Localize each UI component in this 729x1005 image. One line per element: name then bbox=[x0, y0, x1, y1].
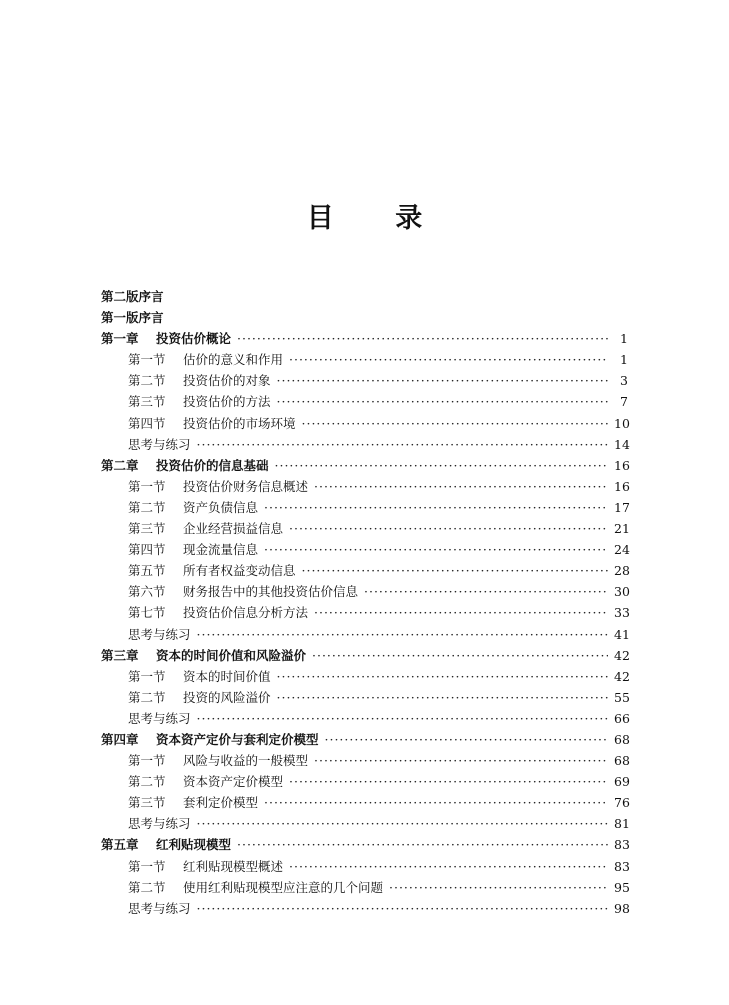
toc-page-number: 42 bbox=[614, 647, 630, 663]
toc-page-number: 28 bbox=[614, 563, 630, 579]
toc-page-number: 76 bbox=[614, 795, 630, 811]
toc-entry-title: 投资的风险溢价 bbox=[183, 689, 271, 705]
toc-chapter-entry[interactable] bbox=[101, 456, 628, 477]
toc-section-entry[interactable] bbox=[101, 561, 628, 582]
dot-leader bbox=[289, 859, 608, 874]
dot-leader bbox=[264, 542, 608, 557]
toc-entry-label bbox=[128, 392, 271, 410]
toc-chapter-entry[interactable] bbox=[101, 308, 628, 329]
toc-section-entry[interactable] bbox=[101, 709, 628, 730]
toc-entry-label bbox=[128, 371, 271, 389]
toc-entry-title: 风险与收益的一般模型 bbox=[183, 753, 309, 769]
toc-entry-title: 资本资产定价与套利定价模型 bbox=[156, 731, 319, 747]
toc-section-entry[interactable] bbox=[101, 857, 628, 878]
toc-section-entry[interactable] bbox=[101, 899, 628, 920]
toc-entry-number: 第五节 bbox=[128, 563, 166, 579]
toc-page-number: 68 bbox=[614, 731, 630, 747]
toc-entry-number: 第二章 bbox=[101, 457, 139, 473]
toc-entry-label bbox=[128, 709, 191, 727]
toc-entry-label bbox=[128, 857, 283, 875]
toc-section-entry[interactable] bbox=[101, 772, 628, 793]
toc-entry-number: 第四节 bbox=[128, 415, 166, 431]
toc-entry-label bbox=[128, 751, 308, 769]
toc-entry-title: 投资估价概论 bbox=[156, 331, 232, 347]
toc-entry-label bbox=[128, 350, 283, 368]
toc-section-entry[interactable] bbox=[101, 498, 628, 519]
dot-leader bbox=[302, 416, 608, 431]
toc-entry-label bbox=[128, 477, 308, 495]
toc-entry-number: 第三章 bbox=[101, 647, 139, 663]
dot-leader bbox=[314, 605, 608, 620]
toc-entry-number: 第二节 bbox=[128, 774, 166, 790]
toc-page-number: 69 bbox=[614, 774, 630, 790]
toc-entry-title: 使用红利贴现模型应注意的几个问题 bbox=[183, 879, 384, 895]
toc-entry-title: 红利贴现模型 bbox=[156, 837, 232, 853]
toc-entry-label bbox=[101, 646, 306, 664]
toc-entry-label bbox=[128, 498, 258, 516]
dot-leader bbox=[289, 352, 608, 367]
toc-entry-number: 第一节 bbox=[128, 668, 166, 684]
toc-entry-number: 第三节 bbox=[128, 795, 166, 811]
toc-entry-title: 思考与练习 bbox=[128, 626, 191, 642]
toc-section-entry[interactable] bbox=[101, 582, 628, 603]
toc-entry-label bbox=[128, 603, 308, 621]
toc-entry-number: 第四节 bbox=[128, 542, 166, 558]
toc-entry-number: 第二节 bbox=[128, 879, 166, 895]
toc-entry-title: 投资估价的信息基础 bbox=[156, 457, 269, 473]
toc-entry-title: 企业经营损益信息 bbox=[183, 521, 284, 537]
toc-entry-title: 财务报告中的其他投资估价信息 bbox=[183, 584, 359, 600]
dot-leader bbox=[237, 331, 608, 346]
toc-entry-label bbox=[101, 730, 319, 748]
toc-entry-title: 所有者权益变动信息 bbox=[183, 563, 296, 579]
toc-page-number: 33 bbox=[614, 605, 630, 621]
toc-page-number: 81 bbox=[614, 816, 630, 832]
toc-entry-title: 估价的意义和作用 bbox=[183, 352, 284, 368]
toc-entry-label bbox=[128, 519, 283, 537]
page-title: 目 录 bbox=[306, 203, 449, 234]
toc-page-number: 83 bbox=[614, 837, 630, 853]
dot-leader bbox=[364, 584, 608, 599]
toc-page-number: 83 bbox=[614, 858, 630, 874]
toc-entry-title: 投资估价的方法 bbox=[183, 394, 271, 410]
toc-section-entry[interactable] bbox=[101, 477, 628, 498]
toc-entry-number: 第一节 bbox=[128, 753, 166, 769]
toc-entry-title: 资产负债信息 bbox=[183, 499, 259, 515]
toc-entry-label bbox=[128, 688, 271, 706]
dot-leader bbox=[237, 837, 608, 852]
dot-leader bbox=[289, 521, 608, 536]
toc-entry-title: 思考与练习 bbox=[128, 900, 191, 916]
toc-entry-label bbox=[128, 793, 258, 811]
toc-chapter-entry[interactable] bbox=[101, 835, 628, 856]
toc-entry-label bbox=[128, 414, 296, 432]
dot-leader bbox=[197, 711, 608, 726]
toc-section-entry[interactable] bbox=[101, 814, 628, 835]
toc-entry-title: 资本的时间价值 bbox=[183, 668, 271, 684]
toc-section-entry[interactable] bbox=[101, 603, 628, 624]
toc-entry-number: 第二节 bbox=[128, 689, 166, 705]
dot-leader bbox=[389, 880, 608, 895]
toc-page-number: 66 bbox=[614, 710, 630, 726]
toc-entry-label bbox=[101, 287, 164, 305]
toc-section-entry[interactable] bbox=[101, 688, 628, 709]
toc-page-number: 3 bbox=[620, 373, 628, 389]
toc-section-entry[interactable] bbox=[101, 751, 628, 772]
toc-entry-number: 第一节 bbox=[128, 352, 166, 368]
toc-entry-title: 第一版序言 bbox=[101, 310, 164, 326]
dot-leader bbox=[312, 648, 608, 663]
toc-entry-title: 思考与练习 bbox=[128, 816, 191, 832]
toc-entry-label bbox=[128, 625, 191, 643]
toc-entry-number: 第四章 bbox=[101, 731, 139, 747]
toc-entry-title: 思考与练习 bbox=[128, 436, 191, 452]
toc-entry-label bbox=[128, 772, 283, 790]
toc-entry-label bbox=[101, 308, 164, 326]
toc-page-number: 41 bbox=[614, 626, 630, 642]
dot-leader bbox=[264, 500, 608, 515]
toc-page-number: 98 bbox=[614, 900, 630, 916]
toc-page-number: 24 bbox=[614, 542, 630, 558]
dot-leader bbox=[314, 753, 608, 768]
toc-page-number: 16 bbox=[614, 457, 630, 473]
toc-entry-label bbox=[101, 456, 269, 474]
toc-section-entry[interactable] bbox=[101, 392, 628, 413]
toc-section-entry[interactable] bbox=[101, 414, 628, 435]
dot-leader bbox=[277, 669, 608, 684]
toc-page-number: 17 bbox=[614, 499, 630, 515]
toc-section-entry[interactable] bbox=[101, 667, 628, 688]
toc-page-number: 42 bbox=[614, 668, 630, 684]
toc-section-entry[interactable] bbox=[101, 878, 628, 899]
dot-leader bbox=[277, 690, 608, 705]
toc-section-entry[interactable] bbox=[101, 435, 628, 456]
toc-entry-title: 思考与练习 bbox=[128, 710, 191, 726]
toc-entry-title: 投资估价的市场环境 bbox=[183, 415, 296, 431]
dot-leader bbox=[264, 795, 608, 810]
toc-entry-label bbox=[101, 835, 231, 853]
toc-entry-label bbox=[128, 667, 271, 685]
toc-section-entry[interactable] bbox=[101, 350, 628, 371]
toc-entry-title: 第二版序言 bbox=[101, 289, 164, 304]
toc-page-number: 1 bbox=[620, 331, 628, 347]
toc-page-number: 68 bbox=[614, 753, 630, 769]
dot-leader bbox=[197, 627, 608, 642]
toc-page-number: 7 bbox=[620, 394, 628, 410]
toc-entry-title: 投资估价的对象 bbox=[183, 373, 271, 389]
toc-entry-number: 第六节 bbox=[128, 584, 166, 600]
toc-entry-label bbox=[101, 329, 231, 347]
toc-page-number: 16 bbox=[614, 478, 630, 494]
dot-leader bbox=[277, 394, 608, 409]
toc-page-number: 14 bbox=[614, 436, 630, 452]
toc-section-entry[interactable] bbox=[101, 371, 628, 392]
toc-section-entry[interactable] bbox=[101, 519, 628, 540]
dot-leader bbox=[277, 373, 608, 388]
toc-chapter-entry[interactable] bbox=[101, 329, 628, 350]
toc-chapter-entry[interactable] bbox=[101, 287, 628, 308]
toc-section-entry[interactable] bbox=[101, 625, 628, 646]
dot-leader bbox=[197, 437, 608, 452]
toc-entry-title: 投资估价财务信息概述 bbox=[183, 478, 309, 494]
toc-entry-label bbox=[128, 582, 358, 600]
toc-section-entry[interactable] bbox=[101, 793, 628, 814]
dot-leader bbox=[325, 732, 608, 747]
toc-page-number: 1 bbox=[620, 352, 628, 368]
toc-entry-number: 第七节 bbox=[128, 605, 166, 621]
dot-leader bbox=[275, 458, 608, 473]
toc-entry-label bbox=[128, 435, 191, 453]
toc-entry-label bbox=[128, 814, 191, 832]
toc-page-number: 55 bbox=[614, 689, 630, 705]
toc-entry-number: 第一节 bbox=[128, 858, 166, 874]
toc-entry-number: 第三节 bbox=[128, 521, 166, 537]
dot-leader bbox=[314, 479, 608, 494]
toc-entry-title: 投资估价信息分析方法 bbox=[183, 605, 309, 621]
toc-page-number: 30 bbox=[614, 584, 630, 600]
toc-chapter-entry[interactable] bbox=[101, 730, 628, 751]
toc-entry-number: 第二节 bbox=[128, 373, 166, 389]
toc-section-entry[interactable] bbox=[101, 540, 628, 561]
dot-leader bbox=[289, 774, 608, 789]
toc-entry-label bbox=[128, 561, 296, 579]
toc-page-number: 95 bbox=[614, 879, 630, 895]
dot-leader bbox=[302, 563, 608, 578]
toc-page-number: 10 bbox=[614, 415, 630, 431]
dot-leader bbox=[197, 901, 608, 916]
toc-entry-number: 第二节 bbox=[128, 499, 166, 515]
toc-entry-title: 资本的时间价值和风险溢价 bbox=[156, 647, 307, 663]
toc-entry-number: 第一节 bbox=[128, 478, 166, 494]
toc-entry-label bbox=[128, 899, 191, 917]
toc-entry-number: 第五章 bbox=[101, 837, 139, 853]
toc-entry-label bbox=[128, 540, 258, 558]
toc-entry-number: 第一章 bbox=[101, 331, 139, 347]
toc-entry-title: 资本资产定价模型 bbox=[183, 774, 284, 790]
toc-entry-number: 第三节 bbox=[128, 394, 166, 410]
toc-entry-title: 现金流量信息 bbox=[183, 542, 259, 558]
toc-entry-title: 红利贴现模型概述 bbox=[183, 858, 284, 874]
toc-page-number: 21 bbox=[614, 521, 630, 537]
toc-entry-title: 套利定价模型 bbox=[183, 795, 259, 811]
table-of-contents bbox=[101, 287, 628, 920]
toc-entry-label bbox=[128, 878, 383, 896]
dot-leader bbox=[197, 816, 608, 831]
toc-chapter-entry[interactable] bbox=[101, 646, 628, 667]
